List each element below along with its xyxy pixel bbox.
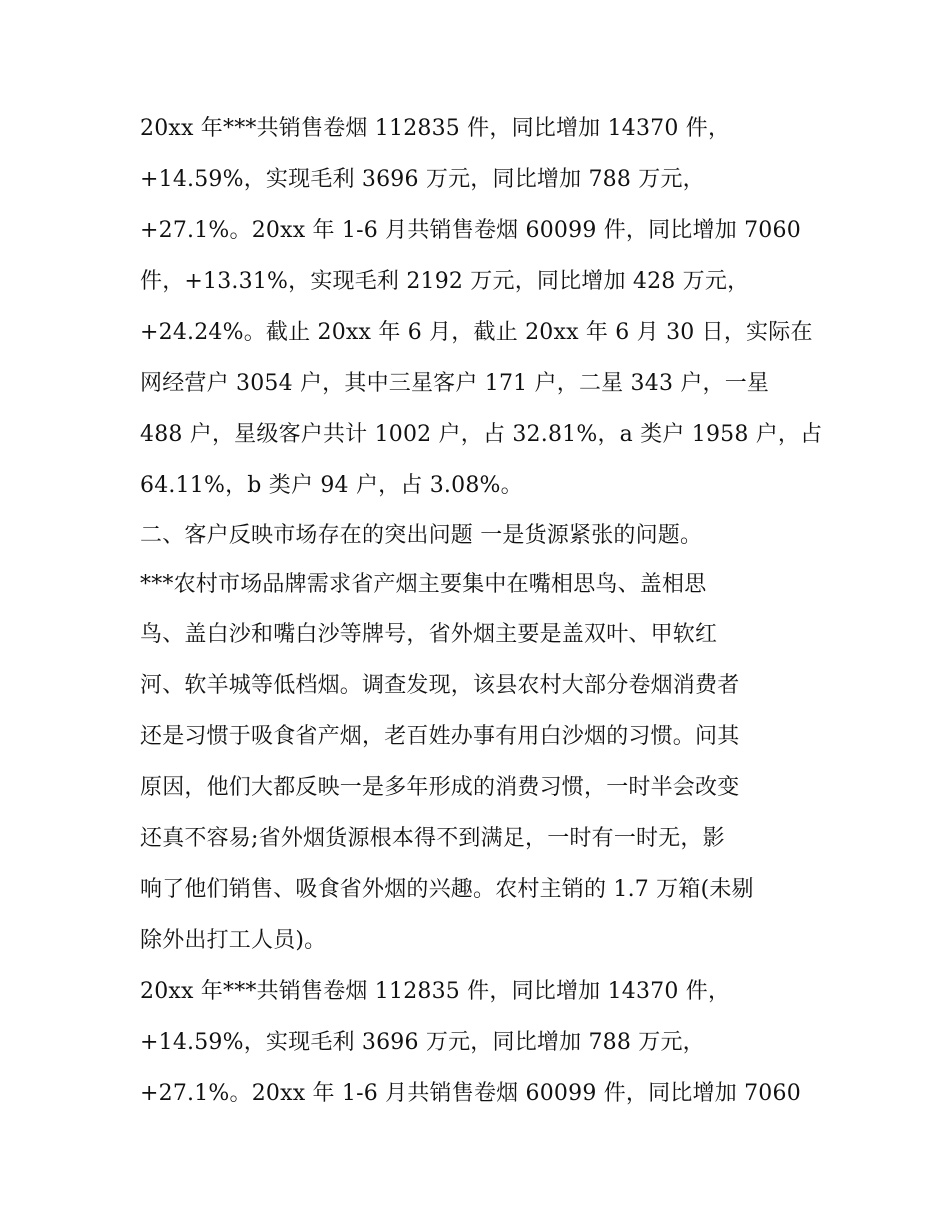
text-line: 64.11%，b 类户 94 户，占 3.08%。 <box>140 473 523 498</box>
text-line: +24.24%。截止 20xx 年 6 月，截止 20xx 年 6 月 30 日，实际在 <box>140 320 813 345</box>
text-line: +14.59%，实现毛利 3696 万元，同比增加 788 万元， <box>140 167 705 192</box>
text-line: +27.1%。20xx 年 1-6 月共销售卷烟 60099 件，同比增加 7060 <box>140 218 801 243</box>
text-line: 鸟、盖白沙和嘴白沙等牌号，省外烟主要是盖双叶、甲软红 <box>140 622 718 647</box>
text-line: 网经营户 3054 户，其中三星客户 171 户，二星 343 户，一星 <box>140 371 770 396</box>
text-line: 488 户，星级客户共计 1002 户，占 32.81%，a 类户 1958 户，占 <box>140 422 823 447</box>
text-line: 件，+13.31%，实现毛利 2192 万元，同比增加 428 万元， <box>140 269 750 294</box>
text-line: +27.1%。20xx 年 1-6 月共销售卷烟 60099 件，同比增加 7060 <box>140 1081 801 1106</box>
text-line: 原因，他们大都反映一是多年形成的消费习惯，一时半会改变 <box>140 775 740 800</box>
text-line: 20xx 年***共销售卷烟 112835 件，同比增加 14370 件， <box>140 979 731 1004</box>
text-line: 除外出打工人员)。 <box>140 928 327 953</box>
section-heading: 二、客户反映市场存在的突出问题 一是货源紧张的问题。 <box>140 523 703 548</box>
text-line: 响了他们销售、吸食省外烟的兴趣。农村主销的 1.7 万箱(未剔 <box>140 877 754 902</box>
text-line: 20xx 年***共销售卷烟 112835 件，同比增加 14370 件， <box>140 116 731 141</box>
text-line: +14.59%，实现毛利 3696 万元，同比增加 788 万元， <box>140 1030 705 1055</box>
text-line: 还真不容易;省外烟货源根本得不到满足，一时有一时无，影 <box>140 826 725 851</box>
text-line: 河、软羊城等低档烟。调查发现，该县农村大部分卷烟消费者 <box>140 673 740 698</box>
text-line: ***农村市场品牌需求省产烟主要集中在嘴相思鸟、盖相思 <box>140 572 707 597</box>
text-line: 还是习惯于吸食省产烟，老百姓办事有用白沙烟的习惯。问其 <box>140 724 740 749</box>
